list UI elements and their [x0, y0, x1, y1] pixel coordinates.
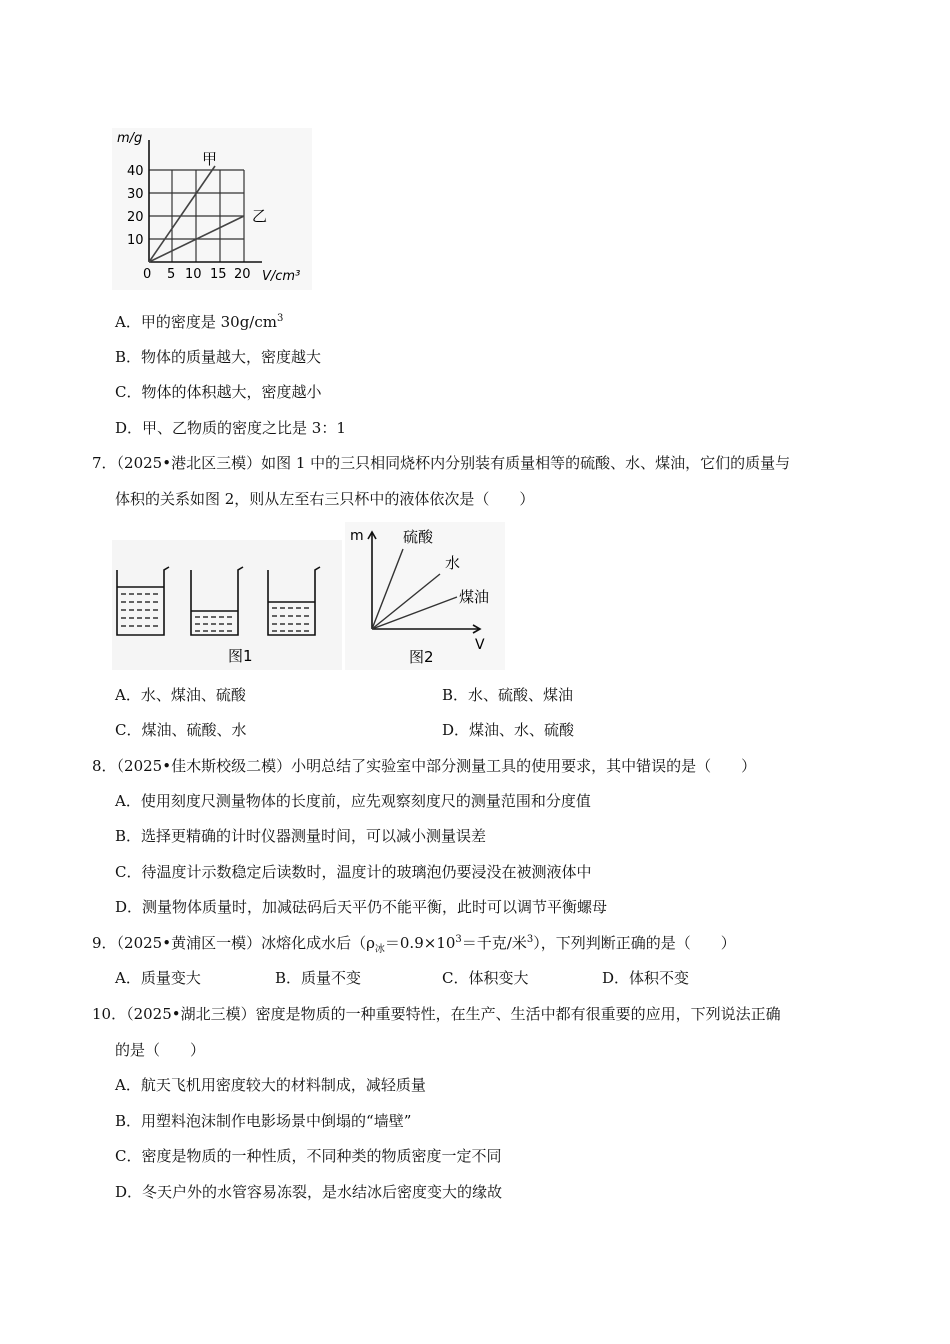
- q10-option-b: B．用塑料泡沫制作电影场景中倒塌的“墙壁”: [115, 1112, 412, 1130]
- x-tick: 0: [143, 267, 152, 282]
- q8-option-d: D．测量物体质量时，加减砝码后天平仍不能平衡，此时可以调节平衡螺母: [115, 898, 608, 916]
- q9-option-d: D．体积不变: [602, 969, 690, 987]
- q8-option-a: A．使用刻度尺测量物体的长度前，应先观察刻度尺的测量范围和分度值: [115, 792, 591, 810]
- q8-option-c: C．待温度计示数稳定后读数时，温度计的玻璃泡仍要浸没在被测液体中: [115, 863, 592, 881]
- x-tick: 20: [234, 267, 251, 282]
- label-water: 水: [445, 554, 461, 572]
- q7-option-b: B．水、硫酸、煤油: [442, 686, 574, 704]
- q9-option-b: B．质量不变: [275, 969, 362, 987]
- q9-stem: 9．（2025•黄浦区一模）冰熔化成水后（$\rho_冰=0.9\times 10^3=$千克/米$^3$），下列判断正确的是（ ）: [92, 934, 736, 955]
- q6-option-d: D．甲、乙物质的密度之比是 3：1: [115, 419, 346, 437]
- figure-2-caption: 图2: [409, 648, 434, 666]
- mass-volume-graph-jia-yi: [112, 128, 312, 290]
- y-tick: 40: [127, 164, 144, 179]
- x-tick: 15: [210, 267, 227, 282]
- y-tick: 10: [127, 233, 144, 248]
- q7-option-d: D．煤油、水、硫酸: [442, 721, 575, 739]
- q10-option-c: C．密度是物质的一种性质，不同种类的物质密度一定不同: [115, 1147, 502, 1165]
- x-axis-label: V/cm³: [262, 269, 301, 284]
- q10-option-a: A．航天飞机用密度较大的材料制成，减轻质量: [115, 1076, 426, 1094]
- q9-option-a: A．质量变大: [115, 969, 201, 987]
- q10-stem-line1: 10．（2025•湖北三模）密度是物质的一种重要特性，在生产、生活中都有很重要的应用，下列说法正确: [92, 1005, 781, 1023]
- beakers-figure-1: [112, 540, 342, 670]
- y-tick: 30: [127, 187, 144, 202]
- label-jia: 甲: [202, 150, 218, 168]
- q10-stem-line2: 的是（ ）: [115, 1041, 206, 1059]
- figure-2-y-label: m: [350, 528, 364, 544]
- q7-stem-line2: 体积的关系如图 2，则从左至右三只杯中的液体依次是（ ）: [115, 490, 535, 508]
- label-sulfuric-acid: 硫酸: [403, 528, 434, 546]
- y-axis-label: m/g: [117, 131, 143, 146]
- figure-1-caption: 图1: [228, 647, 253, 665]
- y-tick: 20: [127, 210, 144, 225]
- q10-option-d: D．冬天户外的水管容易冻裂，是水结冰后密度变大的缘故: [115, 1183, 503, 1201]
- q7-stem-line1: 7．（2025•港北区三模）如图 1 中的三只相同烧杯内分别装有质量相等的硫酸、水、煤油，它们的质量与: [92, 454, 791, 472]
- q6-option-a: A．甲的密度是 $30g/cm^3$: [115, 313, 284, 331]
- label-yi: 乙: [252, 207, 268, 225]
- x-tick: 10: [185, 267, 202, 282]
- figure-2-x-label: V: [475, 637, 485, 653]
- q9-option-c: C．体积变大: [442, 969, 529, 987]
- q7-option-a: A．水、煤油、硫酸: [115, 686, 246, 704]
- mass-volume-graph-figure-2: [345, 522, 505, 670]
- q6-option-b: B．物体的质量越大，密度越大: [115, 348, 322, 366]
- q8-option-b: B．选择更精确的计时仪器测量时间，可以减小测量误差: [115, 827, 487, 845]
- x-tick: 5: [167, 267, 176, 282]
- q7-option-c: C．煤油、硫酸、水: [115, 721, 247, 739]
- q6-option-c: C．物体的体积越大，密度越小: [115, 383, 322, 401]
- q8-stem: 8．（2025•佳木斯校级二模）小明总结了实验室中部分测量工具的使用要求，其中错误的是（ ）: [92, 757, 757, 775]
- label-kerosene: 煤油: [459, 588, 490, 606]
